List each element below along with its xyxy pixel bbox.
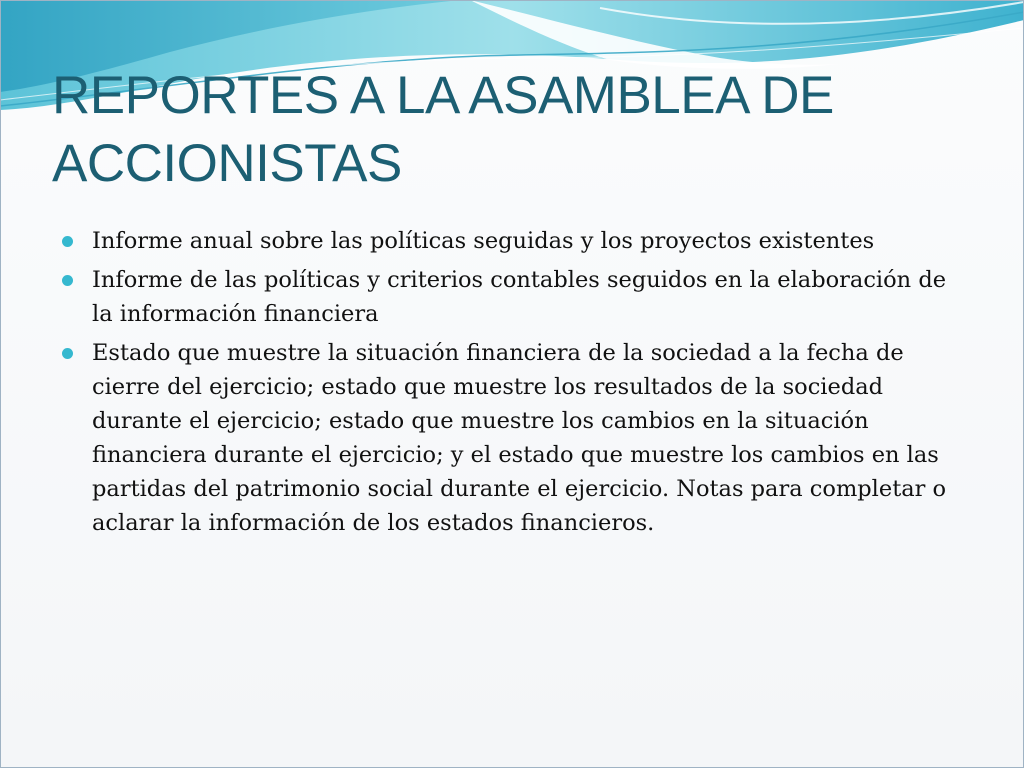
bullet-dot-icon <box>62 348 73 359</box>
bullet-text: Estado que muestre la situación financiera de la sociedad a la fecha de cierre del ejercicio; estado que muestre los resultados de la sociedad durante el ejercicio; estado que muestre los cambios en la situación financiera durante el ejercicio; y el estado que muestre los cambios en las partidas del patrimonio social durante el ejercicio. Notas para completar o aclarar la información de los estados financieros. <box>92 340 947 536</box>
bullet-item <box>62 224 972 258</box>
bullet-dot-icon <box>62 275 73 286</box>
bullet-item <box>62 263 972 331</box>
bullet-item <box>62 336 972 540</box>
bullet-text: Informe anual sobre las políticas seguidas y los proyectos existentes <box>92 228 875 254</box>
bullet-dot-icon <box>62 236 73 247</box>
slide-title: REPORTES A LA ASAMBLEA DE ACCIONISTAS <box>52 66 834 193</box>
bullet-text: Informe de las políticas y criterios contables seguidos en la elaboración de la información financiera <box>92 267 947 327</box>
bullet-list <box>62 224 972 545</box>
